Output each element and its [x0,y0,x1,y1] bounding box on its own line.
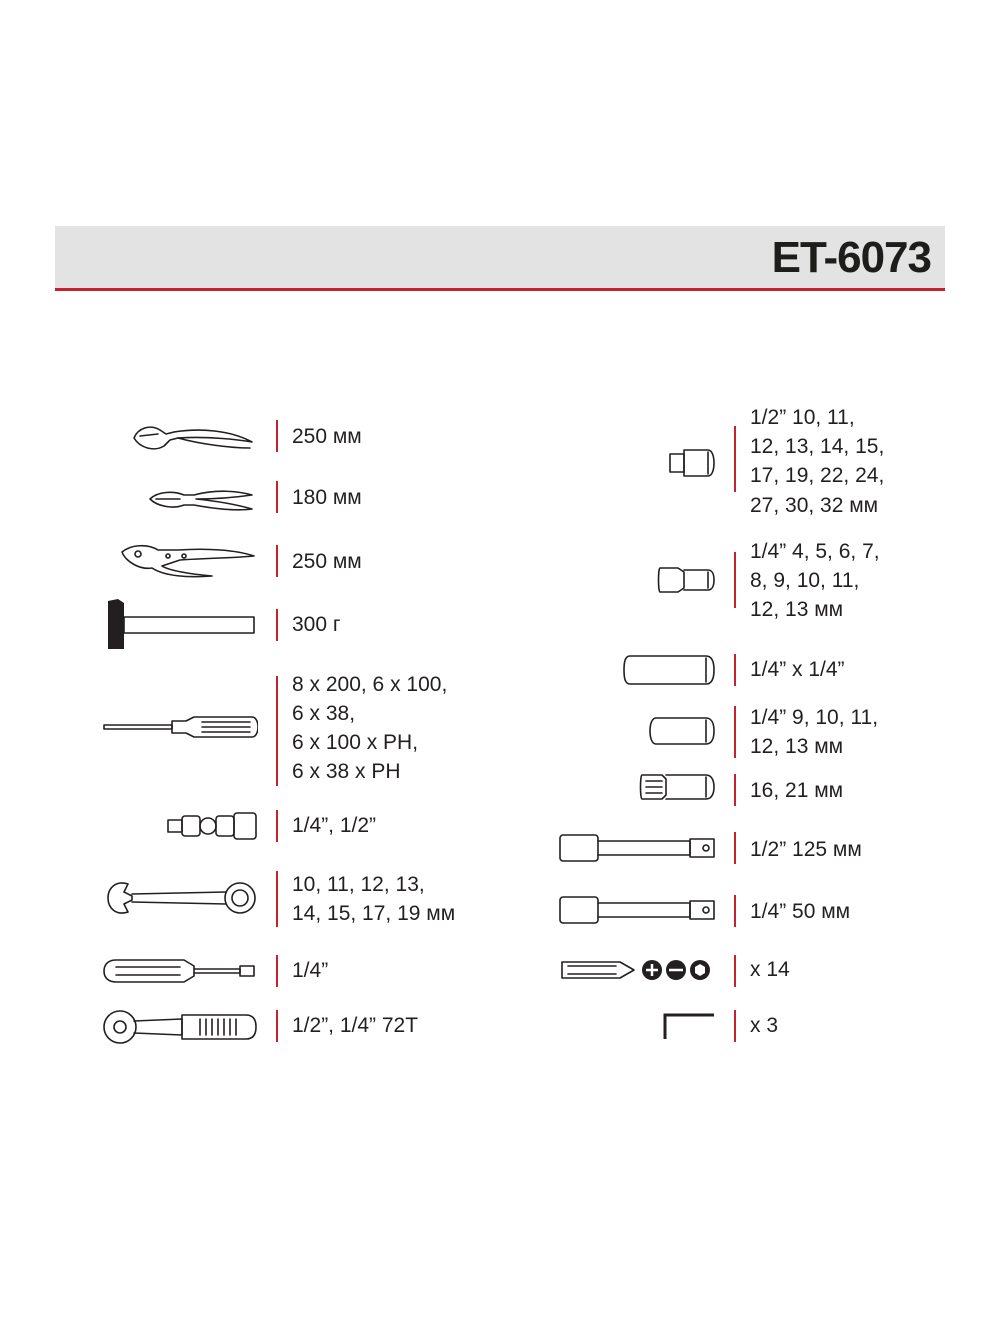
item-label: 14, 15, 17, 19 мм [292,902,456,925]
divider-bar [276,609,278,641]
divider-bar [734,706,736,758]
divider-bar [734,832,736,864]
divider-bar [276,481,278,513]
item-label: 300 г [292,613,341,636]
item-label: 17, 19, 22, 24, [750,464,885,487]
item-label: x 14 [750,958,790,981]
model-title: ET-6073 [771,233,931,282]
spark-plug-socket-icon [638,771,716,803]
screwdriver-icon [102,714,258,740]
item-label: 1/4”, 1/2” [292,814,377,837]
item-label: 1/4” 4, 5, 6, 7, [750,540,880,563]
long-extension-bar-icon [558,833,718,863]
divider-bar [276,676,278,786]
item-label: 27, 30, 32 мм [750,494,879,517]
header-band [55,226,945,291]
item-label: 6 x 38 x PH [292,760,401,783]
item-label: 1/4” 50 мм [750,900,851,923]
divider-bar [276,545,278,577]
divider-bar [734,552,736,608]
water-pump-pliers-icon [130,418,255,454]
divider-bar [734,426,736,492]
divider-bar [734,955,736,987]
item-label: 250 мм [292,425,362,448]
ratchet-icon [100,1009,258,1045]
divider-bar [276,871,278,927]
hex-key-icon [662,1011,716,1041]
item-label: 180 мм [292,486,362,509]
item-label: 6 x 38, [292,702,356,725]
divider-bar [734,1010,736,1042]
item-label: 12, 13, 14, 15, [750,435,885,458]
item-label: 1/4” [292,959,329,982]
item-label: 1/2”, 1/4” 72T [292,1014,419,1037]
combination-pliers-icon [146,483,256,515]
bit-driver-icon [102,957,258,985]
item-label: 250 мм [292,550,362,573]
item-label: 16, 21 мм [750,779,844,802]
item-label: 6 x 100 x PH, [292,731,419,754]
hammer-icon [102,597,258,653]
divider-bar [276,955,278,987]
deep-socket-icon [648,715,716,747]
short-extension-bar-icon [558,895,718,925]
item-label: 12, 13 мм [750,735,844,758]
item-label: 1/4” 9, 10, 11, [750,706,879,729]
divider-bar [276,810,278,842]
divider-bar [276,1010,278,1042]
locking-pliers-icon [118,540,258,580]
item-label: 1/2” 10, 11, [750,406,855,429]
bit-adapter-icon [622,654,716,686]
half-inch-socket-icon [668,448,716,478]
screwdriver-bits-icon [560,956,716,984]
item-label: x 3 [750,1014,779,1037]
quarter-inch-socket-icon [656,564,716,596]
item-label: 8, 9, 10, 11, [750,569,860,592]
item-label: 1/4” x 1/4” [750,658,845,681]
divider-bar [734,654,736,686]
divider-bar [276,420,278,452]
universal-joint-icon [166,811,258,841]
item-label: 12, 13 мм [750,598,844,621]
combination-wrench-icon [104,878,258,918]
item-label: 10, 11, 12, 13, [292,873,425,896]
divider-bar [734,895,736,927]
divider-bar [734,774,736,806]
item-label: 1/2” 125 мм [750,838,862,861]
item-label: 8 x 200, 6 x 100, [292,673,448,696]
